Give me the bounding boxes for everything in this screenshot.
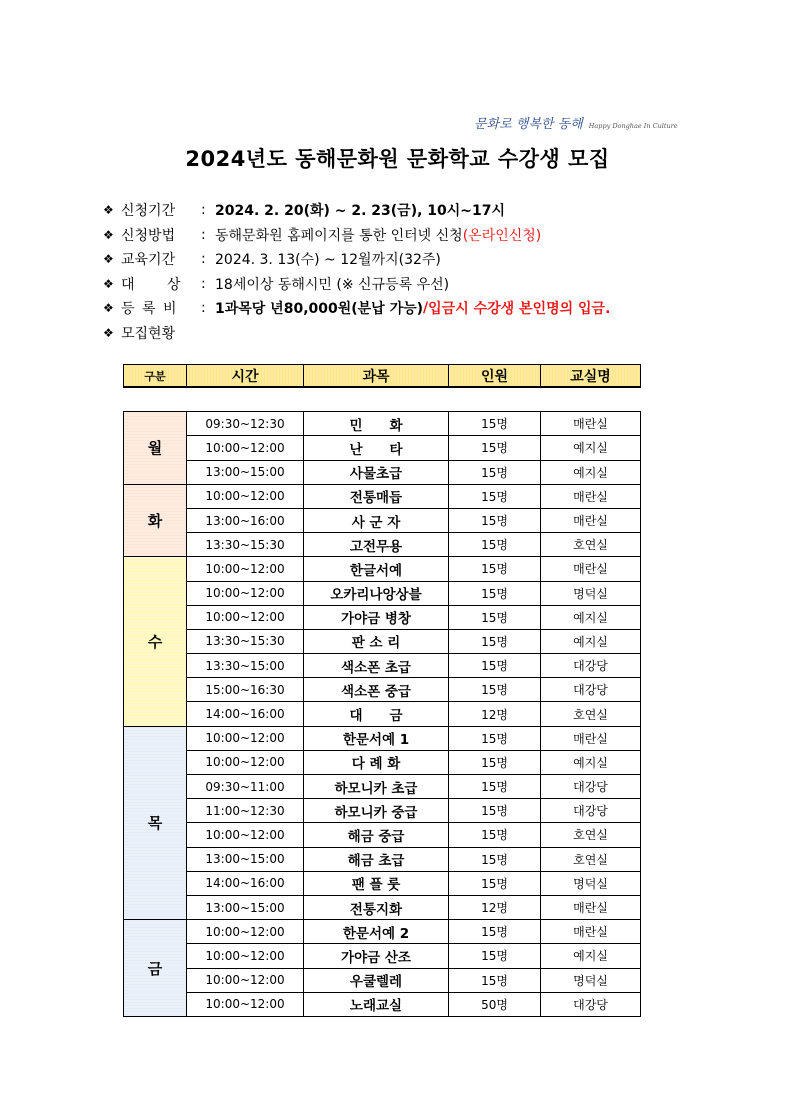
header-day: 구분	[124, 365, 187, 388]
bullet-icon: ❖	[103, 325, 114, 340]
room-cell: 대강당	[541, 799, 641, 823]
bullet-icon: ❖	[103, 203, 114, 218]
time-cell: 10:00~12:00	[187, 581, 304, 605]
header-time: 시간	[187, 365, 304, 388]
table-row	[124, 871, 641, 895]
colon: :	[201, 275, 206, 292]
capacity-cell: 15명	[449, 799, 541, 823]
time-cell: 09:30~12:30	[187, 412, 304, 436]
capacity-cell: 15명	[449, 750, 541, 774]
capacity-cell: 15명	[449, 581, 541, 605]
info-method	[103, 223, 743, 248]
table-row	[124, 702, 641, 726]
time-cell: 13:30~15:00	[187, 654, 304, 678]
room-cell: 예지실	[541, 629, 641, 653]
table-row	[124, 436, 641, 460]
capacity-cell: 15명	[449, 726, 541, 750]
header-subject: 과목	[304, 365, 449, 388]
header-capacity: 인원	[449, 365, 541, 388]
subject-cell: 하모니카 중급	[304, 799, 449, 823]
table-row	[124, 847, 641, 871]
capacity-cell: 12명	[449, 702, 541, 726]
capacity-cell: 15명	[449, 508, 541, 532]
table-row	[124, 484, 641, 508]
subject-cell: 하모니카 초급	[304, 775, 449, 799]
capacity-cell: 15명	[449, 629, 541, 653]
table-header-row	[124, 365, 641, 388]
table-row	[124, 895, 641, 919]
capacity-cell: 15명	[449, 484, 541, 508]
room-cell: 예지실	[541, 605, 641, 629]
table-row	[124, 557, 641, 581]
time-cell: 11:00~12:30	[187, 799, 304, 823]
info-slash: /	[423, 300, 429, 317]
info-highlight: (온라인신청)	[462, 227, 542, 244]
bullet-icon: ❖	[103, 301, 114, 316]
room-cell: 대강당	[541, 775, 641, 799]
time-cell: 10:00~12:00	[187, 920, 304, 944]
table-row	[124, 775, 641, 799]
room-cell: 대강당	[541, 992, 641, 1016]
time-cell: 10:00~12:00	[187, 436, 304, 460]
capacity-cell: 15명	[449, 436, 541, 460]
table-row	[124, 629, 641, 653]
subject-cell: 전통지화	[304, 895, 449, 919]
capacity-cell: 15명	[449, 920, 541, 944]
subject-cell: 한문서예 1	[304, 726, 449, 750]
room-cell: 호연실	[541, 702, 641, 726]
header-room: 교실명	[541, 365, 641, 388]
info-value: 18세이상 동해시민 (※ 신규등록 우선)	[215, 276, 450, 293]
schedule-table	[123, 364, 641, 1017]
info-value: 2024. 3. 13(수) ~ 12월까지(32주)	[215, 252, 441, 269]
subject-cell: 판 소 리	[304, 629, 449, 653]
subject-cell: 한문서예 2	[304, 920, 449, 944]
time-cell: 14:00~16:00	[187, 871, 304, 895]
subject-cell: 색소폰 중급	[304, 678, 449, 702]
table-row	[124, 654, 641, 678]
info-fee	[103, 296, 743, 321]
table-row	[124, 823, 641, 847]
room-cell: 매란실	[541, 726, 641, 750]
room-cell: 명덕실	[541, 871, 641, 895]
info-status	[103, 321, 743, 346]
info-list	[103, 198, 743, 345]
time-cell: 10:00~12:00	[187, 968, 304, 992]
capacity-cell: 15명	[449, 968, 541, 992]
room-cell: 예지실	[541, 436, 641, 460]
subject-cell: 난 타	[304, 436, 449, 460]
room-cell: 명덕실	[541, 581, 641, 605]
info-value: 1과목당 년80,000원(분납 가능)	[215, 301, 424, 318]
capacity-cell: 15명	[449, 823, 541, 847]
room-cell: 대강당	[541, 678, 641, 702]
gap-cell	[124, 387, 641, 412]
logo-korean: 문화로 행복한 동해	[474, 117, 583, 132]
info-value: 2024. 2. 20(화) ~ 2. 23(금), 10시~17시	[215, 203, 506, 220]
room-cell: 호연실	[541, 823, 641, 847]
table-row	[124, 920, 641, 944]
table-row	[124, 678, 641, 702]
room-cell: 매란실	[541, 508, 641, 532]
colon: :	[201, 300, 206, 317]
logo	[474, 113, 678, 132]
time-cell: 09:30~11:00	[187, 775, 304, 799]
subject-cell: 가야금 병창	[304, 605, 449, 629]
day-cell: 화	[124, 484, 187, 557]
info-target	[103, 272, 743, 297]
subject-cell: 사물초급	[304, 460, 449, 484]
subject-cell: 노래교실	[304, 992, 449, 1016]
time-cell: 13:00~15:00	[187, 895, 304, 919]
room-cell: 매란실	[541, 484, 641, 508]
subject-cell: 사 군 자	[304, 508, 449, 532]
time-cell: 10:00~12:00	[187, 823, 304, 847]
day-cell: 금	[124, 920, 187, 1017]
day-cell: 목	[124, 726, 187, 920]
capacity-cell: 50명	[449, 992, 541, 1016]
capacity-cell: 15명	[449, 654, 541, 678]
capacity-cell: 15명	[449, 678, 541, 702]
info-label: 신청방법	[121, 227, 176, 244]
subject-cell: 전통매듭	[304, 484, 449, 508]
table-row	[124, 460, 641, 484]
colon: :	[201, 251, 206, 268]
bullet-icon: ❖	[103, 252, 114, 267]
time-cell: 13:30~15:30	[187, 533, 304, 557]
time-cell: 14:00~16:00	[187, 702, 304, 726]
room-cell: 명덕실	[541, 968, 641, 992]
info-label: 교육기간	[121, 252, 176, 269]
capacity-cell: 15명	[449, 460, 541, 484]
info-value: 동해문화원 홈페이지를 통한 인터넷 신청	[215, 227, 463, 244]
room-cell: 호연실	[541, 533, 641, 557]
colon: :	[201, 226, 206, 243]
page-title: 2024년도 동해문화원 문화학교 수강생 모집	[185, 147, 610, 171]
capacity-cell: 12명	[449, 895, 541, 919]
room-cell: 매란실	[541, 412, 641, 436]
capacity-cell: 15명	[449, 533, 541, 557]
subject-cell: 한글서예	[304, 557, 449, 581]
subject-cell: 해금 초급	[304, 847, 449, 871]
time-cell: 13:30~15:30	[187, 629, 304, 653]
subject-cell: 색소폰 초급	[304, 654, 449, 678]
subject-cell: 민 화	[304, 412, 449, 436]
time-cell: 13:00~15:00	[187, 460, 304, 484]
logo-english: Happy Donghae In Culture	[588, 122, 678, 130]
bullet-icon: ❖	[103, 227, 114, 242]
table-row	[124, 726, 641, 750]
table-row	[124, 968, 641, 992]
time-cell: 15:00~16:30	[187, 678, 304, 702]
subject-cell: 팬 플 룻	[304, 871, 449, 895]
subject-cell: 해금 중급	[304, 823, 449, 847]
capacity-cell: 15명	[449, 412, 541, 436]
capacity-cell: 15명	[449, 944, 541, 968]
table-body	[124, 387, 641, 1016]
colon: :	[201, 202, 206, 219]
header-gap	[124, 387, 641, 412]
info-label: 대 상	[121, 276, 181, 293]
capacity-cell: 15명	[449, 847, 541, 871]
capacity-cell: 15명	[449, 605, 541, 629]
time-cell: 10:00~12:00	[187, 726, 304, 750]
info-label: 모집현황	[121, 325, 176, 342]
room-cell: 대강당	[541, 654, 641, 678]
time-cell: 10:00~12:00	[187, 484, 304, 508]
info-highlight: 입금시 수강생 본인명의 입금.	[428, 301, 611, 318]
subject-cell: 고전무용	[304, 533, 449, 557]
time-cell: 13:00~16:00	[187, 508, 304, 532]
info-label: 신청기간	[121, 203, 176, 220]
room-cell: 매란실	[541, 920, 641, 944]
time-cell: 10:00~12:00	[187, 750, 304, 774]
info-education	[103, 247, 743, 272]
bullet-icon: ❖	[103, 276, 114, 291]
room-cell: 매란실	[541, 557, 641, 581]
time-cell: 10:00~12:00	[187, 944, 304, 968]
table-row	[124, 605, 641, 629]
capacity-cell: 15명	[449, 775, 541, 799]
day-cell: 월	[124, 412, 187, 485]
subject-cell: 다 례 화	[304, 750, 449, 774]
time-cell: 10:00~12:00	[187, 992, 304, 1016]
room-cell: 예지실	[541, 750, 641, 774]
time-cell: 10:00~12:00	[187, 557, 304, 581]
room-cell: 예지실	[541, 460, 641, 484]
table-row	[124, 992, 641, 1016]
capacity-cell: 15명	[449, 557, 541, 581]
table-row	[124, 508, 641, 532]
table-row	[124, 581, 641, 605]
time-cell: 10:00~12:00	[187, 605, 304, 629]
day-cell: 수	[124, 557, 187, 726]
room-cell: 호연실	[541, 847, 641, 871]
info-period	[103, 198, 743, 223]
room-cell: 매란실	[541, 895, 641, 919]
table-row	[124, 533, 641, 557]
subject-cell: 오카리나앙상블	[304, 581, 449, 605]
subject-cell: 가야금 산조	[304, 944, 449, 968]
info-label: 등 록 비	[121, 301, 177, 318]
subject-cell: 대 금	[304, 702, 449, 726]
time-cell: 13:00~15:00	[187, 847, 304, 871]
table-row	[124, 750, 641, 774]
table-row	[124, 944, 641, 968]
capacity-cell: 15명	[449, 871, 541, 895]
subject-cell: 우쿨렐레	[304, 968, 449, 992]
table-row	[124, 799, 641, 823]
room-cell: 예지실	[541, 944, 641, 968]
table-row	[124, 412, 641, 436]
